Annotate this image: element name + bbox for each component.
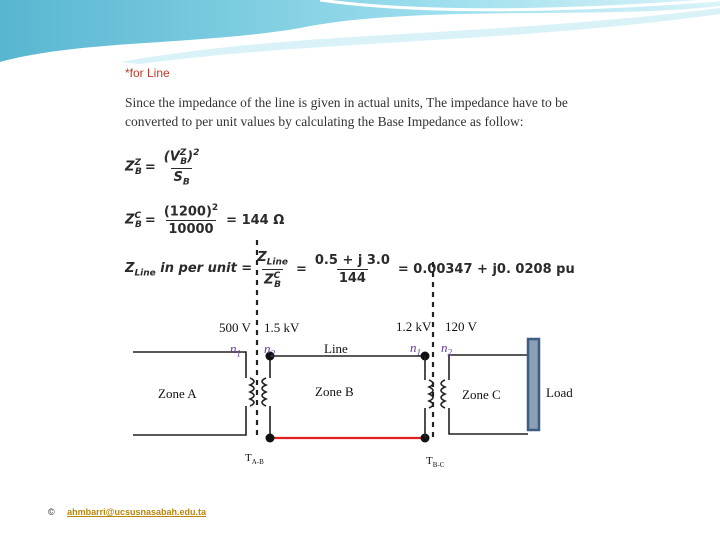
- zone-a-label: Zone A: [158, 386, 197, 401]
- voltage-1-2kv: 1.2 kV: [396, 319, 432, 334]
- eq3-lhs-symbol: Z: [125, 260, 135, 276]
- zone-b-label: Zone B: [315, 384, 354, 399]
- turns-n2-left-symbol: n: [264, 341, 271, 356]
- section-heading: *for Line: [125, 66, 170, 80]
- t-ab-primary-coil: [250, 378, 254, 406]
- turns-n2-right-symbol: n: [441, 340, 448, 355]
- footer: [48, 507, 206, 517]
- eq1-lhs-sup: Z: [134, 158, 141, 169]
- voltage-120v: 120 V: [445, 319, 477, 334]
- transformer-ab-symbol: T: [245, 452, 252, 464]
- eq1-den-s: S: [173, 169, 183, 185]
- voltage-500v: 500 V: [219, 320, 251, 335]
- turns-n2-left: [264, 341, 275, 359]
- eq1-den-sub: B: [182, 177, 190, 188]
- zone-c-label: Zone C: [462, 387, 501, 402]
- turns-n1-right: [410, 340, 421, 358]
- turns-n2-right: [441, 340, 452, 358]
- turns-n2-left-sub: 2: [270, 348, 275, 359]
- turns-n2-right-sub: 2: [447, 347, 452, 358]
- footer-email-link[interactable]: ahmbarri@ucsusnasabah.edu.ta: [67, 507, 206, 517]
- eq2-lhs-sup: C: [134, 210, 142, 221]
- eq3-f1-den-symbol: Z: [264, 271, 274, 287]
- transformer-bc-label: [426, 455, 444, 469]
- copyright-symbol: ©: [48, 507, 55, 517]
- t-ab-bottom-terminal: [266, 434, 275, 443]
- eq1-lhs-sub: B: [134, 167, 142, 178]
- zone-c-top-wire: [449, 355, 528, 380]
- load-label: Load: [546, 385, 573, 400]
- zone-c-bottom-wire: [449, 408, 528, 434]
- voltage-1-5kv: 1.5 kV: [264, 320, 300, 335]
- eq1-num-close: ): [187, 149, 194, 165]
- transformer-bc-symbol: T: [426, 455, 433, 467]
- eq2-num-value: (1200): [163, 204, 212, 220]
- zone-a-bottom-wire: [133, 406, 246, 435]
- eq3-f1-num-symbol: Z: [257, 250, 267, 265]
- eq2-result: = 144 Ω: [226, 212, 285, 228]
- eq2-equals: =: [144, 212, 156, 228]
- transformer-ab-sub: A-B: [251, 458, 264, 467]
- line-label: Line: [324, 341, 348, 356]
- load-resistor: [528, 339, 539, 430]
- eq2-lhs-sub: B: [135, 219, 142, 230]
- intro-paragraph: Since the impedance of the line is given in actual units, The impedance have to be converted to per unit values by calculating the Base Impedance as follow:: [125, 95, 568, 129]
- transformer-bc-sub: B-C: [432, 461, 445, 470]
- eq3-equals: =: [295, 262, 307, 278]
- eq1-num-sub: B: [180, 156, 188, 167]
- eq2-lhs-symbol: Z: [125, 212, 135, 228]
- eq1-lhs-symbol: Z: [125, 159, 135, 175]
- eq3-f2-numerator: 0.5 + j 3.0: [314, 253, 390, 269]
- eq1-num-sup: Z: [179, 148, 187, 158]
- eq2-denominator: 10000: [168, 222, 214, 238]
- eq1-num-v: (V: [163, 149, 180, 165]
- turns-n1-left: [230, 341, 241, 359]
- turns-n1-left-symbol: n: [230, 341, 237, 356]
- eq3-f2-denominator: 144: [338, 271, 366, 287]
- transformer-ab-label: [245, 452, 264, 466]
- eq3-result: = 0.00347 + j0. 0208 pu: [397, 262, 575, 278]
- t-bc-secondary-coil: [441, 380, 445, 408]
- t-ab-secondary-coil: [262, 378, 266, 406]
- eq2-num-exp: 2: [211, 203, 219, 213]
- eq1-equals: =: [144, 160, 156, 176]
- eq3-f1-den-sup: C: [273, 270, 281, 281]
- turns-n1-right-sub: 1: [416, 347, 421, 358]
- eq3-lhs-sub: Line: [134, 268, 156, 279]
- turns-n1-right-symbol: n: [410, 340, 417, 355]
- turns-n1-left-sub: 1: [236, 348, 241, 359]
- eq1-num-exp: 2: [193, 148, 200, 158]
- eq3-lhs-text: in per unit =: [155, 260, 253, 276]
- eq3-f1-den-sub: B: [274, 279, 282, 290]
- eq3-f1-num-sub: Line: [266, 257, 288, 268]
